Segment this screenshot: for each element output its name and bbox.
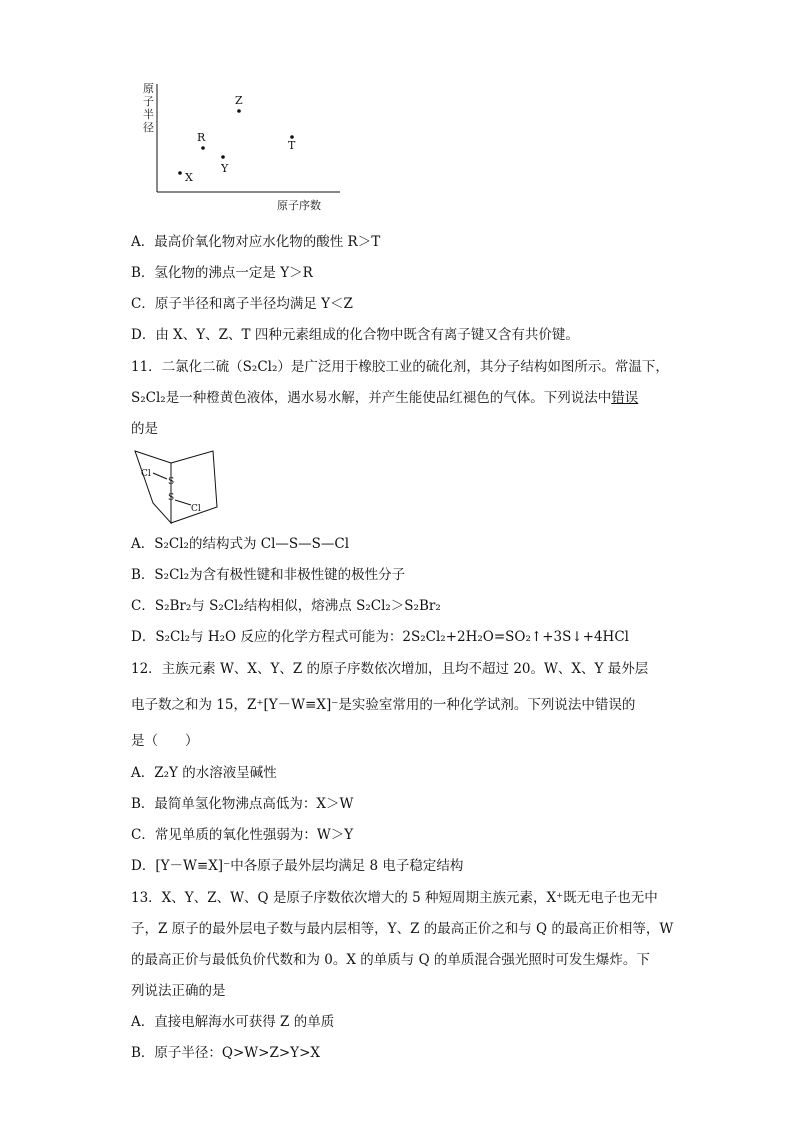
cl-top-label: Cl [141,469,151,479]
q13-stem-line-4: 列说法正确的是 [131,983,226,999]
q12-option-d-prefix: D． [131,858,156,874]
q11-option-a: A．S₂Cl₂的结构式为 Cl—S—S—Cl [131,536,350,552]
q11-stem-line-2 [131,389,638,407]
q10-option-a: A．最高价氧化物对应水化物的酸性 R＞T [131,234,381,250]
y-axis-label-4: 径 [143,121,154,134]
q13-option-b: B．原子半径：Q>W>Z>Y>X [131,1045,321,1061]
bond-cl-s-top [153,473,167,479]
bond-s-cl-bottom [175,500,191,505]
q11-option-c: C．S₂Br₂与 S₂Cl₂结构相似，熔沸点 S₂Cl₂＞S₂Br₂ [131,598,441,614]
y-axis-label-2: 子 [143,95,154,108]
q11-stem-underlined: 错误 [611,390,639,406]
q11-stem-line-2-text: S₂Cl₂是一种橙黄色液体，遇水易水解，并产生能使品红褪色的气体。下列说法中 [131,390,612,406]
q12-stem-line-2 [131,696,635,714]
q12-formula: Z⁺[Y－W≡X]⁻ [246,697,339,713]
x-axis-label: 原子序数 [277,199,321,212]
q12-option-b: B．最简单氢化物沸点高低为：X＞W [131,796,354,812]
s-top-label: S [168,477,175,487]
point-y-label: Y [221,162,229,175]
q13-stem-line-2: 子，Z 原子的最外层电子数与最内层相等，Y、Z 的最高正价之和与 Q 的最高正价相等，W [131,921,674,937]
q10-option-d: D．由 X、Y、Z、T 四种元素组成的化合物中既含有离子键又含有共价键。 [131,327,579,343]
y-axis-label-1: 原 [143,82,154,95]
point-x [178,171,182,175]
q11-stem-line-1: 11．二氯化二硫（S₂Cl₂）是广泛用于橡胶工业的硫化剂，其分子结构如图所示。常温下， [131,359,669,375]
q12-option-a: A．Z₂Y 的水溶液呈碱性 [131,765,277,781]
point-r [201,146,205,150]
q12-option-d [131,857,463,875]
q11-stem-line-3: 的是 [131,421,158,437]
q12-stem-pre: 电子数之和为 15， [131,697,247,713]
cl-bottom-label: Cl [191,504,201,514]
q13-stem-line-1: 13．X、Y、Z、W、Q 是原子序数依次增大的 5 种短周期主族元素，X⁺既无电子也无中 [131,890,658,906]
left-plane [135,451,171,523]
point-z-label: Z [235,94,243,107]
point-y [221,155,225,159]
s2cl2-structure-figure [133,445,223,525]
atomic-radius-chart [135,78,355,213]
q13-option-a: A．直接电解海水可获得 Z 的单质 [131,1014,335,1030]
q12-stem-line-3: 是（ ） [131,733,199,749]
s-bottom-label: S [168,493,175,503]
point-t-label: T [288,139,296,152]
point-x-label: X [185,171,193,184]
q11-option-d: D．S₂Cl₂与 H₂O 反应的化学方程式可能为：2S₂Cl₂+2H₂O=SO₂↑+3S↓+4HCl [131,629,629,645]
y-axis-label-3: 半 [143,108,154,121]
q13-stem-line-3: 的最高正价与最低负价代数和为 0。X 的单质与 Q 的单质混合强光照时可发生爆炸。下 [131,952,650,968]
q12-stem-line-1: 12．主族元素 W、X、Y、Z 的原子序数依次增加，且均不超过 20。W、X、Y 最外层 [131,661,649,677]
q11-option-b: B．S₂Cl₂为含有极性键和非极性键的极性分子 [131,567,406,583]
point-z [237,109,241,113]
q12-option-d-text: 中各原子最外层均满足 8 电子稳定结构 [230,858,464,874]
point-r-label: R [197,131,206,144]
q12-option-c: C．常见单质的氧化性强弱为：W＞Y [131,827,354,843]
q12-stem-post: 是实验室常用的一种化学试剂。下列说法中错误的 [338,697,636,713]
q12-option-d-formula: [Y－W≡X]⁻ [155,858,231,874]
q10-option-c: C．原子半径和离子半径均满足 Y＜Z [131,296,353,312]
q10-option-b: B．氢化物的沸点一定是 Y＞R [131,265,313,281]
